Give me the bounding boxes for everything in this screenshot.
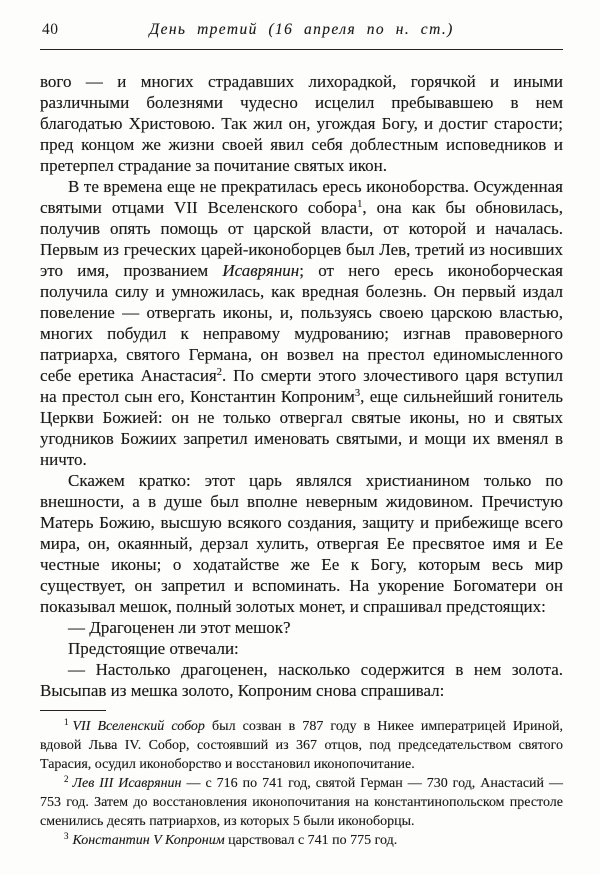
term-isavryanin: Исаврянин	[222, 261, 300, 280]
footnote-1	[40, 717, 563, 774]
footnote-separator	[40, 710, 106, 711]
footnote-term: Константин V Копроним	[72, 833, 225, 848]
footnote-marker-2: 2	[64, 774, 69, 784]
text-segment: — Настолько драгоценен, насколько содержится в нем золота. Высыпав из мешка золото, Копроним снова спрашивал:	[40, 660, 563, 700]
text-segment: — с 716 по 741 год, святой Герман — 730 год, Анастасий — 753 год. Затем до восстановления иконопочитания на константинопольском престоле сменились десять патриархов, из которых 5 были иконоборцы.	[40, 776, 564, 829]
text-segment: . По смерти этого злочестивого царя вступил на престол сын его, Константин Копроним	[40, 366, 564, 406]
text-segment: В те времена еще не прекратилась ересь иконоборства. Осужденная святыми отцами VII Вселенского собора	[40, 177, 563, 217]
text-segment: Скажем кратко: этот царь являлся христианином только по внешности, а в душе был вполне неверным жидовином. Пречистую Матерь Божию, высшую всякого создания, защиту и прибежище всего мира, он, окаянный, дерзал хулить, отвергая Ее пресвятое имя и Ее честные иконы; о ходатайстве же Ее к Богу, которым весь мир существует, он запретил и вспоминать. На укорение Богоматери он показывал мешок, полный золотых монет, и спрашивал предстоящих:	[40, 471, 563, 616]
dialogue-question	[40, 617, 563, 638]
paragraph-iconoclasm	[40, 176, 563, 470]
text-segment: — Драгоценен ли этот мешок?	[68, 618, 291, 637]
footnote-ref-1: 1	[357, 199, 363, 210]
footnote-term: VII Вселенский собор	[72, 719, 205, 734]
footnote-ref-2: 2	[216, 367, 223, 378]
page-header	[40, 20, 563, 46]
text-segment: ; от него ересь иконоборческая получила силу и умножилась, как вредная болезнь. Он первый издал повеление — отвергать иконы, и, пользуясь своею царскою властью, многих побудил к неправому мудрованию; изгнав правоверного патриарха, святого Германа, он возвел на престол единомысленного себе еретика Анастасия	[40, 261, 563, 385]
text-segment: Предстоящие отвечали:	[68, 639, 239, 658]
text-segment: , еще сильнейший гонитель Церкви Божией: он не только отвергал святые иконы, но и святых угодников Божиих запретил именовать святыми, и мощи их вменял в ничто.	[40, 387, 563, 469]
dialogue-answer	[40, 659, 563, 701]
footnote-2	[40, 774, 563, 831]
text-segment: , она как бы обновилась, получив опять помощь от царской власти, от которой и началась. Первым из греческих царей-иконоборцев был Лев, третий из носивших это имя, прозванием	[40, 198, 563, 280]
page-number: 40	[42, 21, 59, 38]
text-segment: царствовал с 741 по 775 год.	[224, 833, 398, 848]
footnote-ref-3: 3	[354, 388, 361, 399]
dialogue-narration	[40, 638, 563, 659]
text-segment: был созван в 787 году в Никее императрицей Ириной, вдовой Льва IV. Собор, состоявший из 367 отцов, под председательством святого Тарасия, осудил иконоборство и восстановил иконопочитание.	[40, 719, 564, 772]
paragraph-kopronim	[40, 470, 563, 617]
footnote-term: Лев III Исаврянин	[72, 776, 182, 791]
paragraph-healing	[40, 71, 563, 176]
page-body	[40, 71, 563, 701]
running-title: День третий (16 апреля по н. ст.)	[149, 21, 454, 38]
footnote-3	[40, 831, 563, 850]
footnote-marker-3: 3	[64, 831, 69, 841]
footnote-marker-1: 1	[64, 717, 69, 727]
header-rule	[40, 49, 563, 50]
footnotes-block	[40, 710, 563, 850]
text-segment: вого — и многих страдавших лихорадкой, горячкой и иными различными болезнями чудесно исцелил пребывавшею в нем благодатью Христовою. Так жил он, угождая Богу, и достиг старости; пред концом же жизни своей явил себя доблестным исповедников и претерпел страдание за почитание святых икон.	[40, 72, 563, 175]
